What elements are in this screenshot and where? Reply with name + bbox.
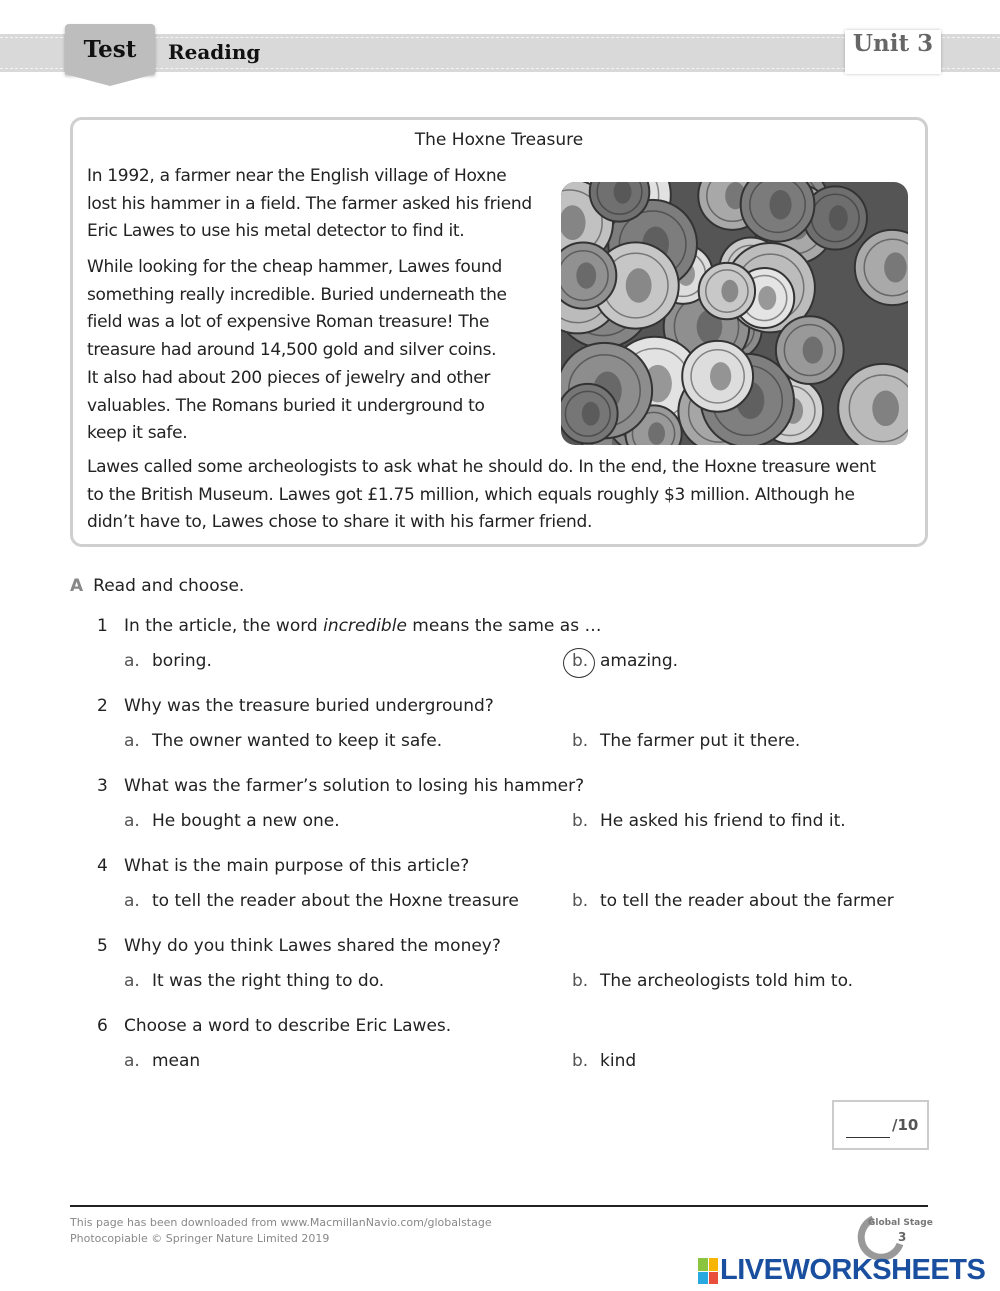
- option-b[interactable]: The archeologists told him to.: [600, 971, 854, 991]
- option-a[interactable]: mean: [152, 1051, 201, 1071]
- question-text: Choose a word to describe Eric Lawes.: [124, 1016, 452, 1036]
- option-b[interactable]: kind: [600, 1051, 637, 1071]
- option-a[interactable]: to tell the reader about the Hoxne treasure: [152, 891, 519, 911]
- coins-photo: [561, 182, 908, 445]
- article-title: The Hoxne Treasure: [414, 130, 584, 150]
- option-a-label[interactable]: a.: [124, 971, 140, 991]
- option-a-label[interactable]: a.: [124, 811, 140, 831]
- footer-copyright: Photocopiable © Springer Nature Limited 2019: [70, 1232, 330, 1245]
- selected-answer-circle: [563, 648, 595, 678]
- question-number: 4: [97, 856, 108, 876]
- option-a-label[interactable]: a.: [124, 651, 140, 671]
- option-a-label[interactable]: a.: [124, 1051, 140, 1071]
- section-heading: A Read and choose.: [70, 576, 245, 596]
- option-b-label[interactable]: b.: [572, 891, 589, 911]
- option-b-label[interactable]: b.: [572, 651, 589, 671]
- question-number: 5: [97, 936, 108, 956]
- option-a-label[interactable]: a.: [124, 731, 140, 751]
- question-number: 3: [97, 776, 108, 796]
- footer-source: This page has been downloaded from www.MacmillanNavio.com/globalstage: [70, 1216, 492, 1229]
- option-b[interactable]: amazing.: [600, 651, 679, 671]
- unit-label: Unit 3: [845, 30, 941, 74]
- test-label: Test: [83, 36, 137, 63]
- paragraph-2: While looking for the cheap hammer, Lawes found something really incredible. Buried underneath the field was a lot of expensive Roman treasure! The treasure had around 14,500 gold and silver coins. It also had about 200 pieces of jewelry and other valuables. The Romans buried it underground to keep it safe.: [87, 257, 507, 444]
- option-b[interactable]: The farmer put it there.: [600, 731, 801, 751]
- question-number: 6: [97, 1016, 108, 1036]
- score-total: /10: [892, 1116, 919, 1134]
- subject-label: Reading: [168, 40, 261, 64]
- option-a[interactable]: It was the right thing to do.: [152, 971, 385, 991]
- option-b-label[interactable]: b.: [572, 1051, 589, 1071]
- article-box: [70, 117, 928, 547]
- option-b[interactable]: to tell the reader about the farmer: [600, 891, 894, 911]
- liveworksheets-logo-icon: [698, 1258, 718, 1284]
- option-b-label[interactable]: b.: [572, 811, 589, 831]
- footer-divider: [70, 1205, 928, 1207]
- liveworksheets-watermark: LIVEWORKSHEETS: [720, 1254, 986, 1286]
- question-text: What is the main purpose of this article?: [124, 856, 470, 876]
- question-text: In the article, the word incredible means the same as …: [124, 616, 602, 636]
- paragraph-1: In 1992, a farmer near the English village of Hoxne lost his hammer in a field. The farmer asked his friend Eric Lawes to use his metal detector to find it.: [87, 166, 532, 242]
- question-text: What was the farmer’s solution to losing his hammer?: [124, 776, 585, 796]
- global-stage-number: 3: [898, 1230, 907, 1244]
- question-number: 1: [97, 616, 108, 636]
- paragraph-3: Lawes called some archeologists to ask what he should do. In the end, the Hoxne treasure went to the British Museum. Lawes got £1.75 million, which equals roughly $3 million. Although he didn’t have to, Lawes chose to share it with his farmer friend.: [87, 457, 876, 533]
- option-b-label[interactable]: b.: [572, 731, 589, 751]
- option-a[interactable]: boring.: [152, 651, 212, 671]
- question-text: Why was the treasure buried underground?: [124, 696, 494, 716]
- option-a[interactable]: He bought a new one.: [152, 811, 340, 831]
- option-a[interactable]: The owner wanted to keep it safe.: [152, 731, 443, 751]
- option-b-label[interactable]: b.: [572, 971, 589, 991]
- option-b[interactable]: He asked his friend to find it.: [600, 811, 846, 831]
- global-stage-text: Global Stage: [868, 1218, 933, 1228]
- question-number: 2: [97, 696, 108, 716]
- option-a-label[interactable]: a.: [124, 891, 140, 911]
- score-box[interactable]: [832, 1100, 929, 1150]
- question-text: Why do you think Lawes shared the money?: [124, 936, 501, 956]
- test-tab: [65, 24, 155, 74]
